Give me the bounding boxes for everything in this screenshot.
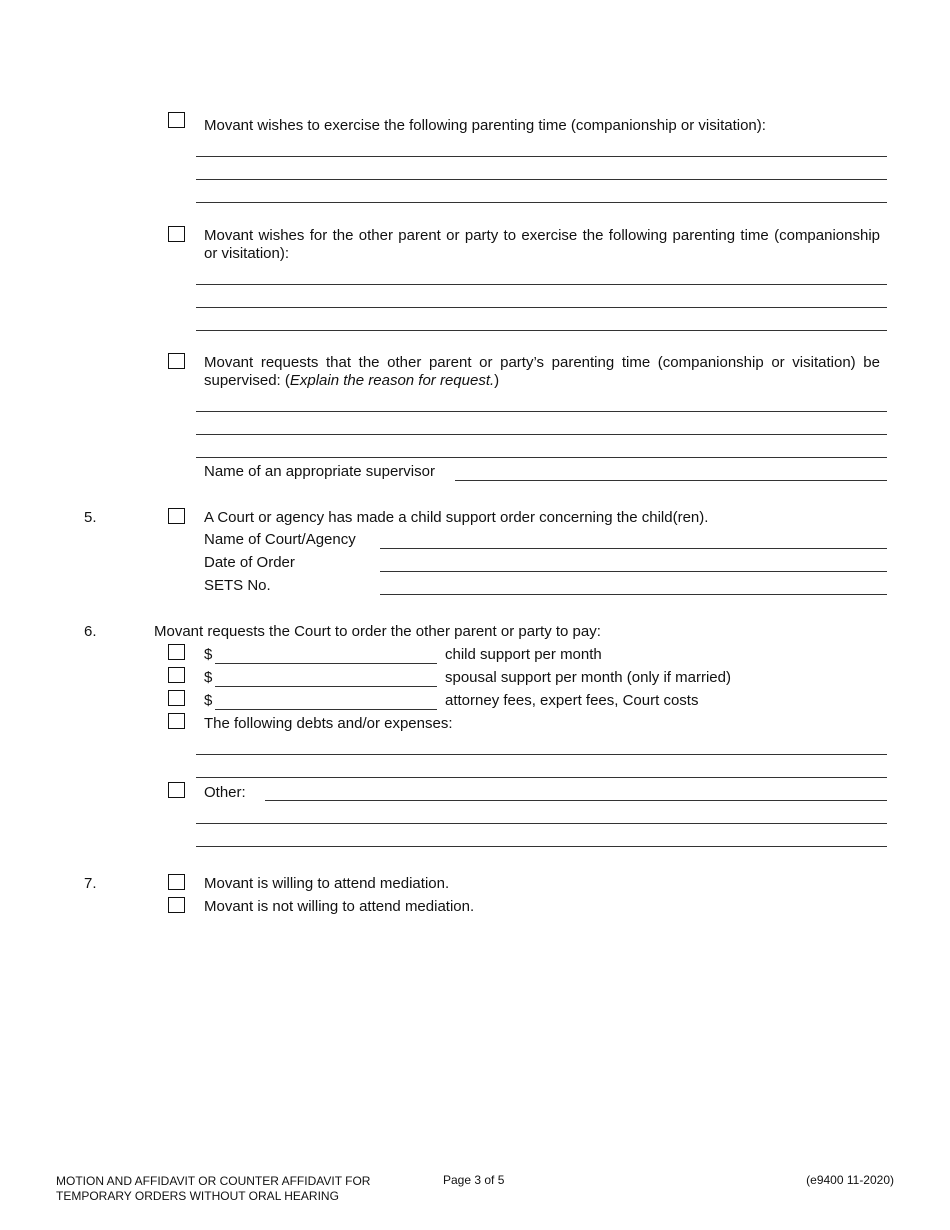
debts-label: The following debts and/or expenses: [204,715,453,732]
spousal-support-checkbox[interactable] [168,667,185,683]
court-agency-label: Name of Court/Agency [204,531,356,548]
other-checkbox[interactable] [168,782,185,798]
other-line-1[interactable] [265,800,887,801]
other-line-2[interactable] [196,823,887,824]
movant-parenting-time-label: Movant wishes to exercise the following parenting time (companionship or visitation): [204,117,766,134]
fees-amount-line[interactable] [215,709,437,710]
fees-currency: $ [204,692,213,709]
supervised-time-checkbox[interactable] [168,353,185,369]
section-6-number: 6. [84,623,97,640]
section-7-number: 7. [84,875,97,892]
other-line-3[interactable] [196,846,887,847]
footer-title-line-1: MOTION AND AFFIDAVIT OR COUNTER AFFIDAVIT FOR [56,1174,371,1188]
mediation-willing-checkbox[interactable] [168,874,185,890]
sets-no-line[interactable] [380,594,887,595]
movant-parenting-time-line-3[interactable] [196,202,887,203]
movant-parenting-time-checkbox[interactable] [168,112,185,128]
footer-form-code: (e9400 11-2020) [806,1173,894,1187]
spousal-support-amount-line[interactable] [215,686,437,687]
supervised-reason-line-2[interactable] [196,434,887,435]
other-parent-time-line-1[interactable] [196,284,887,285]
child-support-amount-line[interactable] [215,663,437,664]
mediation-willing-label: Movant is willing to attend mediation. [204,875,450,892]
supervised-explain-note: Explain the reason for request. [289,372,495,389]
child-support-currency: $ [204,646,213,663]
footer-page-number: Page 3 of 5 [443,1173,505,1187]
fees-checkbox[interactable] [168,690,185,706]
date-of-order-line[interactable] [380,571,887,572]
spousal-support-label: spousal support per month (only if married) [445,669,731,686]
other-parent-time-line-3[interactable] [196,330,887,331]
supervised-close-paren: ) [494,372,500,389]
fees-label: attorney fees, expert fees, Court costs [445,692,699,709]
supervised-reason-line-3[interactable] [196,457,887,458]
debts-line-2[interactable] [196,777,887,778]
debts-checkbox[interactable] [168,713,185,729]
mediation-not-willing-checkbox[interactable] [168,897,185,913]
movant-parenting-time-line-1[interactable] [196,156,887,157]
supervised-reason-line-1[interactable] [196,411,887,412]
footer-title-line-2: TEMPORARY ORDERS WITHOUT ORAL HEARING [56,1189,339,1203]
mediation-not-willing-label: Movant is not willing to attend mediation. [204,898,475,915]
supervised-text: Movant requests that the other parent or party’s parenting time (companionship or visitation) be supervised: ( [204,354,880,389]
payment-request-intro: Movant requests the Court to order the other parent or party to pay: [154,623,601,640]
section-5-number: 5. [84,509,97,526]
sets-no-label: SETS No. [204,577,271,594]
court-agency-line[interactable] [380,548,887,549]
other-label: Other: [204,784,246,801]
child-support-order-checkbox[interactable] [168,508,185,524]
other-parent-time-label: Movant wishes for the other parent or party to exercise the following parenting time (companionship or visitation): [204,227,880,262]
spousal-support-currency: $ [204,669,213,686]
child-support-order-label: A Court or agency has made a child support order concerning the child(ren). [204,509,709,526]
supervisor-name-line[interactable] [455,480,887,481]
movant-parenting-time-line-2[interactable] [196,179,887,180]
child-support-checkbox[interactable] [168,644,185,660]
child-support-label: child support per month [445,646,602,663]
date-of-order-label: Date of Order [204,554,295,571]
other-parent-time-line-2[interactable] [196,307,887,308]
supervised-time-label [204,354,880,390]
other-parent-time-checkbox[interactable] [168,226,185,242]
debts-line-1[interactable] [196,754,887,755]
supervisor-name-label: Name of an appropriate supervisor [204,463,435,480]
